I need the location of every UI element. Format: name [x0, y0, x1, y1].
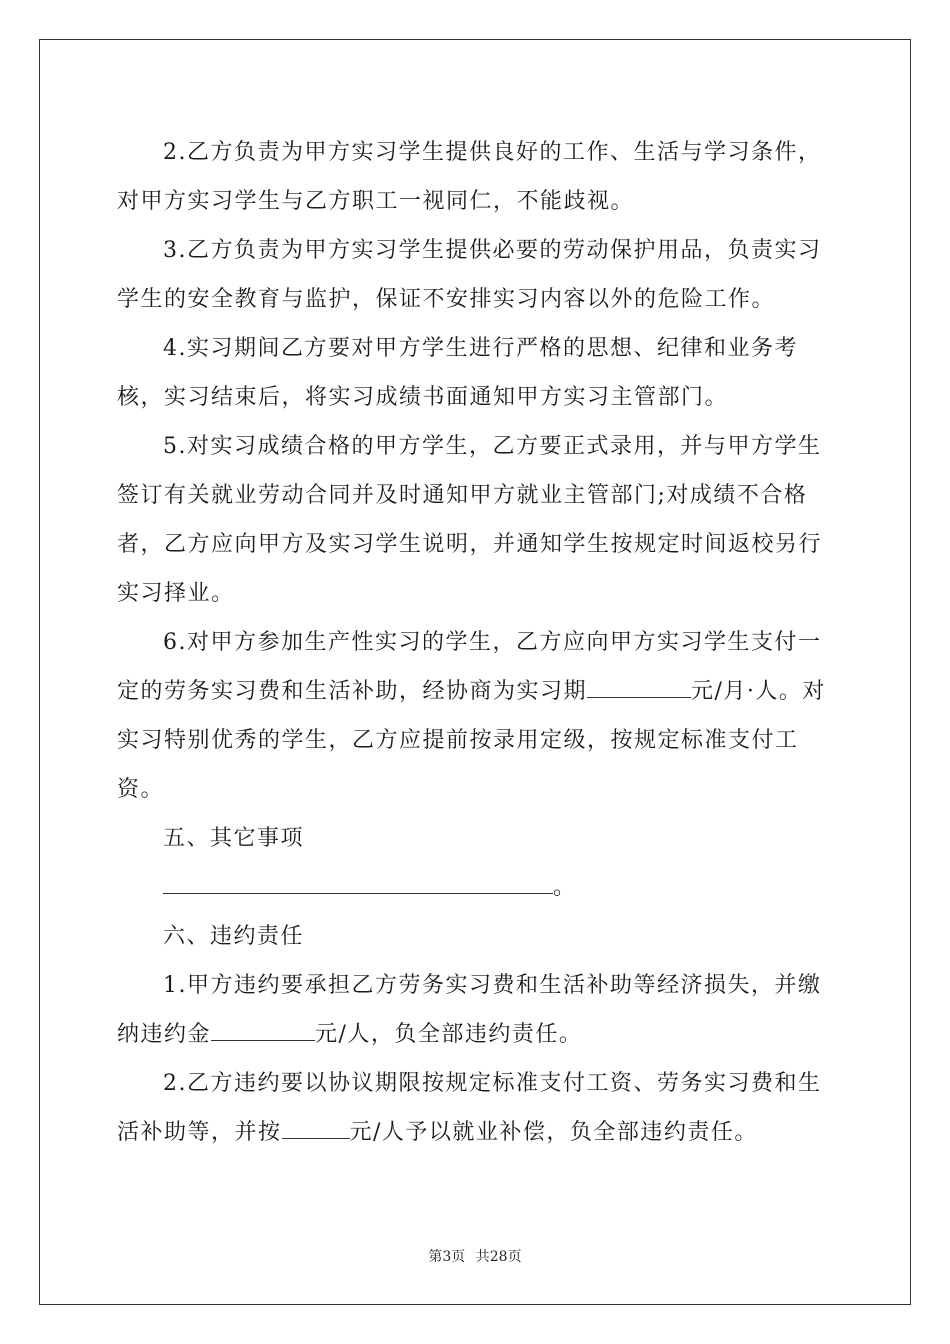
fill-in-blank-compensation	[282, 1120, 350, 1139]
breach-item-2	[117, 1059, 837, 1157]
breach-item-1-text-b: 元/人，负全部违约责任。	[315, 1022, 583, 1047]
fill-in-blank-other-matters	[163, 875, 553, 894]
breach-item-2-text-a: 2.乙方违约要以协议期限按规定标准支付工资、劳务实习费和生活补助等，并按	[117, 1071, 822, 1145]
fill-in-blank-monthly-fee	[587, 679, 691, 698]
paragraph-item-4: 4.实习期间乙方要对甲方学生进行严格的思想、纪律和业务考核，实习结束后，将实习成绩书面通知甲方实习主管部门。	[117, 336, 798, 410]
paragraph-item-5: 5.对实习成绩合格的甲方学生，乙方要正式录用，并与甲方学生签订有关就业劳动合同并及时通知甲方就业主管部门;对成绩不合格者，乙方应向甲方及实习学生说明，并通知学生按规定时间返校另行实习择业。	[117, 434, 823, 606]
paragraph-item-6-text-b: 元/月·人。对实习特别优秀的学生，乙方应提前按录用定级，按规定标准支付工资。	[117, 679, 826, 802]
page-footer	[0, 1246, 950, 1266]
paragraph-item-6-text-a: 6.对甲方参加生产性实习的学生，乙方应向甲方实习学生支付一定的劳务实习费和生活补助，经协商为实习期	[117, 630, 822, 704]
section-heading-breach-liability: 六、违约责任	[163, 924, 305, 949]
current-page-number: 第3页	[428, 1249, 466, 1265]
breach-item-2-text-b: 元/人予以就业补偿，负全部违约责任。	[349, 1120, 758, 1145]
total-page-count: 共28页	[475, 1249, 522, 1265]
paragraph-item-3: 3.乙方负责为甲方实习学生提供必要的劳动保护用品，负责实习学生的安全教育与监护，保证不安排实习内容以外的危险工作。	[117, 238, 822, 312]
document-body	[117, 128, 837, 1157]
breach-item-1	[117, 961, 837, 1059]
breach-item-1-text-a: 1.甲方违约要承担乙方劳务实习费和生活补助等经济损失，并缴纳违约金	[117, 973, 822, 1047]
paragraph-item-6	[117, 618, 837, 814]
section-heading-other-matters: 五、其它事项	[163, 826, 305, 851]
fill-in-blank-penalty	[211, 1022, 315, 1041]
other-matters-blank-line	[117, 863, 837, 912]
other-matters-period: 。	[553, 875, 577, 900]
paragraph-item-2: 2.乙方负责为甲方实习学生提供良好的工作、生活与学习条件，对甲方实习学生与乙方职工一视同仁，不能歧视。	[117, 140, 822, 214]
